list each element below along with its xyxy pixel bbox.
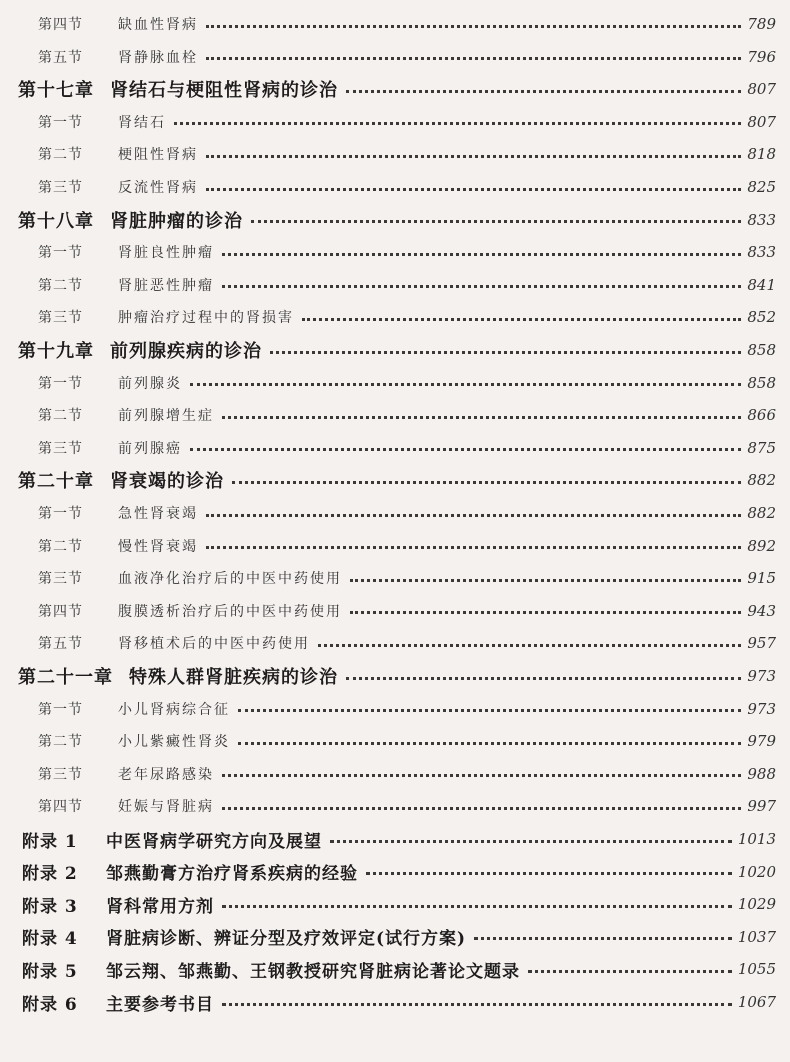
toc-entry-title: 肾静脉血栓: [118, 49, 198, 66]
toc-entry-title: 缺血性肾病: [118, 17, 198, 33]
toc-page-number: 1020: [737, 862, 776, 881]
toc-entry-title: 前列腺疾病的诊治: [110, 341, 262, 362]
toc-page-number: 973: [747, 667, 776, 685]
toc-page-number: 957: [747, 634, 776, 653]
toc-section-row[interactable]: [0, 12, 790, 36]
toc-appendix-row[interactable]: [0, 827, 790, 851]
toc-section-row[interactable]: [0, 762, 790, 786]
toc-page-number: 858: [747, 373, 776, 392]
toc-entry-title: 肾科常用方剂: [106, 896, 214, 917]
dot-leader: [238, 709, 741, 712]
dot-leader: [330, 840, 732, 843]
dot-leader: [222, 774, 741, 777]
toc-section-row[interactable]: [0, 45, 790, 69]
toc-entry-title: 肾脏肿瘤的诊治: [110, 210, 243, 232]
toc-section-row[interactable]: [0, 697, 790, 721]
toc-entry-number: 第十七章: [18, 80, 94, 102]
toc-page-number: 973: [747, 699, 776, 718]
toc-page-number: 796: [747, 47, 776, 66]
dot-leader: [366, 872, 732, 875]
toc-entry-number: 第二节: [38, 538, 83, 555]
toc-entry-number: 第三节: [38, 766, 83, 783]
toc-entry-number: 附录 4: [22, 929, 78, 950]
toc-page-number: 866: [747, 406, 776, 425]
toc-entry-title: 血液净化治疗后的中医中药使用: [118, 571, 342, 588]
toc-entry-number: 第十八章: [18, 210, 94, 232]
toc-entry-number: 第四节: [38, 799, 83, 816]
dot-leader: [251, 220, 741, 223]
toc-entry-title: 急性肾衰竭: [118, 506, 198, 522]
toc-entry-number: 第五节: [38, 49, 83, 66]
toc-chapter-row[interactable]: [0, 77, 790, 101]
toc-section-row[interactable]: [0, 110, 790, 134]
toc-entry-number: 附录 5: [22, 961, 78, 982]
toc-page-number: 818: [747, 145, 776, 164]
toc-chapter-row[interactable]: [0, 208, 790, 232]
toc-entry-number: 附录 2: [22, 864, 78, 885]
dot-leader: [474, 937, 732, 940]
toc-entry-title: 肾脏恶性肿瘤: [118, 277, 214, 294]
toc-entry-title: 肾结石: [118, 114, 166, 131]
toc-entry-title: 肾衰竭的诊治: [110, 471, 224, 493]
toc-entry-number: 第三节: [38, 440, 83, 457]
dot-leader: [222, 1003, 732, 1006]
toc-entry-title: 肿瘤治疗过程中的肾损害: [118, 310, 294, 327]
toc-page-number: 875: [747, 438, 776, 457]
toc-entry-title: 肾结石与梗阻性肾病的诊治: [110, 80, 338, 102]
toc-page-number: 882: [747, 471, 776, 490]
toc-entry-title: 老年尿路感染: [118, 766, 214, 783]
toc-section-row[interactable]: [0, 501, 790, 525]
toc-page-number: 841: [747, 275, 776, 294]
toc-page-number: 825: [747, 178, 776, 196]
dot-leader: [206, 188, 741, 191]
toc-entry-number: 第一节: [38, 506, 83, 522]
dot-leader: [238, 742, 741, 745]
toc-entry-number: 第十九章: [18, 341, 94, 362]
toc-entry-number: 附录 3: [22, 896, 78, 917]
toc-page-number: 988: [747, 764, 776, 783]
dot-leader: [174, 122, 741, 125]
toc-entry-title: 肾脏良性肿瘤: [118, 245, 214, 262]
toc-page-number: 807: [747, 112, 776, 131]
toc-entry-title: 前列腺癌: [118, 440, 182, 457]
toc-entry-title: 妊娠与肾脏病: [118, 799, 214, 816]
toc-page-number: 833: [747, 243, 776, 262]
toc-page-number: 1055: [737, 960, 776, 979]
toc-entry-number: 第二十一章: [18, 667, 113, 688]
toc-section-row[interactable]: [0, 534, 790, 558]
toc-entry-title: 小儿紫癜性肾炎: [118, 734, 230, 751]
dot-leader: [350, 611, 741, 614]
toc-entry-number: 第三节: [38, 571, 83, 588]
toc-entry-title: 邹云翔、邹燕勤、王钢教授研究肾脏病论著论文题录: [106, 961, 520, 982]
toc-entry-number: 第二节: [38, 408, 83, 425]
toc-entry-title: 小儿肾病综合征: [118, 701, 230, 718]
toc-section-row[interactable]: [0, 142, 790, 166]
toc-appendix-row[interactable]: [0, 990, 790, 1014]
toc-page-number: 789: [747, 15, 776, 33]
toc-entry-number: 第一节: [38, 701, 83, 718]
toc-page-number: 852: [747, 308, 776, 327]
toc-page-number: 882: [747, 504, 776, 522]
dot-leader: [270, 351, 741, 354]
toc-entry-title: 慢性肾衰竭: [118, 538, 198, 555]
toc-entry-number: 第三节: [38, 310, 83, 327]
toc-page-number: 1037: [737, 927, 776, 946]
toc-entry-title: 腹膜透析治疗后的中医中药使用: [118, 603, 342, 620]
dot-leader: [350, 579, 741, 582]
dot-leader: [206, 546, 741, 549]
toc-entry-title: 主要参考书目: [106, 994, 214, 1015]
dot-leader: [222, 905, 732, 908]
toc-section-row[interactable]: [0, 729, 790, 753]
dot-leader: [206, 514, 741, 517]
toc-section-row[interactable]: [0, 599, 790, 623]
dot-leader: [346, 677, 741, 680]
toc-page-number: 833: [747, 210, 776, 229]
toc-entry-title: 肾移植术后的中医中药使用: [118, 636, 310, 653]
toc-page-number: 807: [747, 80, 776, 99]
toc-appendix-row[interactable]: [0, 860, 790, 884]
toc-page-number: 979: [747, 732, 776, 751]
toc-page-number: 915: [747, 569, 776, 588]
toc-page-number: 1067: [737, 993, 776, 1011]
toc-section-row[interactable]: [0, 794, 790, 818]
toc-entry-number: 第四节: [38, 17, 83, 33]
toc-page-number: 1013: [737, 830, 776, 848]
toc-appendix-row[interactable]: [0, 925, 790, 949]
toc-section-row[interactable]: [0, 436, 790, 460]
dot-leader: [222, 807, 741, 810]
toc-entry-title: 肾脏病诊断、辨证分型及疗效评定(试行方案): [106, 929, 467, 950]
dot-leader: [222, 285, 741, 288]
toc-entry-title: 前列腺增生症: [118, 408, 214, 425]
toc-entry-number: 第二节: [38, 277, 83, 294]
toc-entry-number: 第五节: [38, 636, 83, 653]
toc-entry-title: 反流性肾病: [118, 180, 198, 196]
toc-entry-title: 邹燕勤膏方治疗肾系疾病的经验: [106, 864, 358, 885]
dot-leader: [528, 970, 732, 973]
toc-chapter-row[interactable]: [0, 664, 790, 688]
dot-leader: [302, 318, 741, 321]
toc-entry-number: 第一节: [38, 114, 83, 131]
toc-entry-title: 梗阻性肾病: [118, 147, 198, 164]
toc-page-number: 997: [747, 797, 776, 816]
toc-section-row[interactable]: [0, 240, 790, 264]
toc-entry-number: 第四节: [38, 603, 83, 620]
dot-leader: [206, 155, 741, 158]
toc-chapter-row[interactable]: [0, 338, 790, 362]
dot-leader: [206, 25, 741, 28]
toc-section-row[interactable]: [0, 371, 790, 395]
toc-section-row[interactable]: [0, 273, 790, 297]
toc-appendix-row[interactable]: [0, 892, 790, 916]
dot-leader: [222, 416, 741, 419]
toc-page-number: 892: [747, 536, 776, 555]
dot-leader: [318, 644, 741, 647]
toc-section-row[interactable]: [0, 566, 790, 590]
toc-entry-number: 附录 6: [22, 994, 78, 1015]
toc-entry-number: 第二节: [38, 734, 83, 751]
toc-entry-number: 第二十章: [18, 471, 94, 493]
toc-section-row[interactable]: [0, 305, 790, 329]
dot-leader: [190, 383, 741, 386]
dot-leader: [222, 253, 741, 256]
toc-section-row[interactable]: [0, 403, 790, 427]
toc-entry-title: 前列腺炎: [118, 375, 182, 392]
toc-entry-number: 第二节: [38, 147, 83, 164]
toc-entry-number: 第一节: [38, 375, 83, 392]
dot-leader: [346, 90, 741, 93]
toc-entry-number: 第一节: [38, 245, 83, 262]
toc-page-number: 858: [747, 341, 776, 359]
dot-leader: [232, 481, 741, 484]
toc-page-number: 1029: [737, 895, 776, 914]
toc-page-number: 943: [747, 601, 776, 620]
toc-entry-number: 附录 1: [22, 831, 78, 852]
dot-leader: [190, 448, 741, 451]
toc-entry-number: 第三节: [38, 180, 83, 196]
toc-section-row[interactable]: [0, 631, 790, 655]
toc-section-row[interactable]: [0, 175, 790, 199]
toc-chapter-row[interactable]: [0, 468, 790, 492]
toc-entry-title: 特殊人群肾脏疾病的诊治: [129, 667, 338, 688]
toc-appendix-row[interactable]: [0, 957, 790, 981]
dot-leader: [206, 57, 741, 60]
toc-entry-title: 中医肾病学研究方向及展望: [106, 831, 322, 852]
